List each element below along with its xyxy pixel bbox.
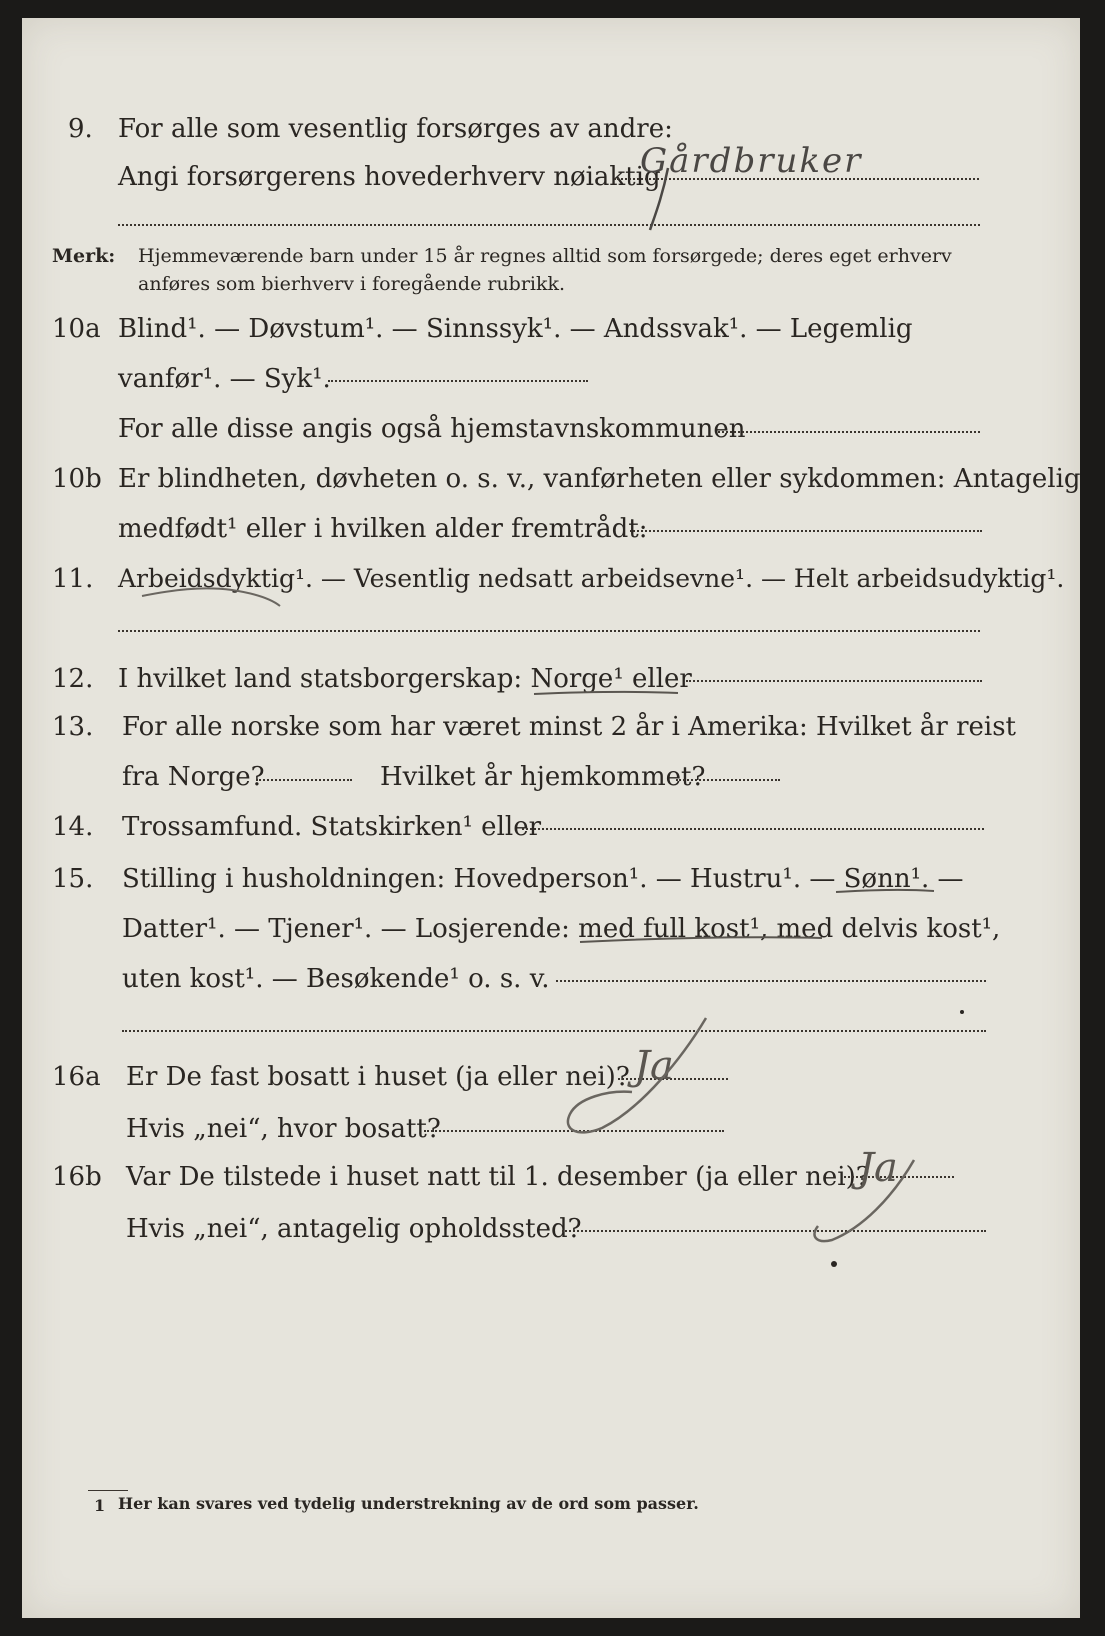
q16a-handwritten-answer: Ja: [634, 1043, 674, 1089]
census-form-page: [22, 18, 1080, 1618]
ink-dot: [831, 1261, 837, 1267]
q10a-line1: Blind¹. — Døvstum¹. — Sinnssyk¹. — Andssvak¹. — Legemlig: [118, 314, 913, 344]
q10b-answer-line: [630, 530, 982, 532]
q11-line1: Arbeidsdyktig¹. — Vesentlig nedsatt arbeidsevne¹. — Helt arbeidsudyktig¹.: [118, 564, 1065, 593]
q16a-line2-answer: [424, 1130, 724, 1132]
q13-reist-answer: [256, 779, 352, 781]
q15-number: 15.: [52, 864, 94, 894]
q13-line1: For alle norske som har været minst 2 år i Amerika: Hvilket år reist: [122, 712, 1016, 742]
q10a-line3: For alle disse angis også hjemstavnskommunen: [118, 414, 746, 444]
footnote-mark: 1: [94, 1496, 106, 1515]
q11-number: 11.: [52, 564, 94, 594]
q16a-line2: Hvis „nei“, hvor bosatt?: [126, 1114, 441, 1144]
q13-hjemkommet-answer: [676, 779, 780, 781]
q13-number: 13.: [52, 712, 94, 742]
q16a-number: 16a: [52, 1062, 101, 1092]
q14-line1: Trossamfund. Statskirken¹ eller: [122, 812, 542, 842]
q16b-handwritten-answer: Ja: [858, 1145, 898, 1191]
q10b-line2: medfødt¹ eller i hvilken alder fremtrådt:: [118, 514, 648, 544]
q16a-line1: Er De fast bosatt i huset (ja eller nei)?: [126, 1062, 630, 1092]
q10a-number: 10a: [52, 314, 101, 344]
q15-line1: Stilling i husholdningen: Hovedperson¹. — Hustru¹. — Sønn¹. —: [122, 864, 964, 894]
q10b-number: 10b: [52, 464, 102, 494]
q16b-line1: Var De tilstede i huset natt til 1. desember (ja eller nei)?: [126, 1162, 870, 1192]
q15-line3: uten kost¹. — Besøkende¹ o. s. v.: [122, 964, 550, 994]
q11-extra-line: [118, 630, 980, 632]
q16b-line2-answer: [562, 1230, 986, 1232]
q14-number: 14.: [52, 812, 94, 842]
q12-line1: I hvilket land statsborgerskap: Norge¹ eller: [118, 664, 692, 694]
q16b-number: 16b: [52, 1162, 102, 1192]
q10a-line2: vanfør¹. — Syk¹.: [118, 364, 331, 394]
q9-number: 9.: [68, 114, 93, 144]
q15-answer-line: [556, 980, 986, 982]
footnote-text: Her kan svares ved tydelig understrekning av de ord som passer.: [118, 1494, 699, 1513]
q15-line2: Datter¹. — Tjener¹. — Losjerende: med full kost¹, med delvis kost¹,: [122, 914, 1001, 944]
q9-extra-line: [118, 224, 980, 226]
q9-line2: Angi forsørgerens hovederhverv nøiaktig: [118, 162, 661, 192]
merk-label: Merk:: [52, 245, 116, 267]
q15-extra-line: [122, 1030, 986, 1032]
merk-line2: anføres som bierhverv i foregående rubrikk.: [138, 273, 566, 295]
footnote-rule: [88, 1490, 128, 1491]
q12-answer-line: [686, 680, 982, 682]
q14-answer-line: [522, 828, 984, 830]
q10b-line1: Er blindheten, døvheten o. s. v., vanførheten eller sykdommen: Antagelig: [118, 464, 1081, 494]
merk-line1: Hjemmeværende barn under 15 år regnes alltid som forsørgede; deres eget erhverv: [138, 245, 952, 267]
q10a-line2-answer: [328, 380, 588, 382]
q13-line2a: fra Norge?: [122, 762, 265, 792]
q9-line1: For alle som vesentlig forsørges av andre:: [118, 114, 673, 144]
q16b-line2: Hvis „nei“, antagelig opholdssted?: [126, 1214, 582, 1244]
q10a-line3-answer: [718, 431, 980, 433]
ink-dot: [960, 1010, 964, 1014]
q13-line2b: Hvilket år hjemkommet?: [380, 762, 706, 792]
q12-number: 12.: [52, 664, 94, 694]
q9-handwritten-answer: Gårdbruker: [640, 141, 863, 181]
